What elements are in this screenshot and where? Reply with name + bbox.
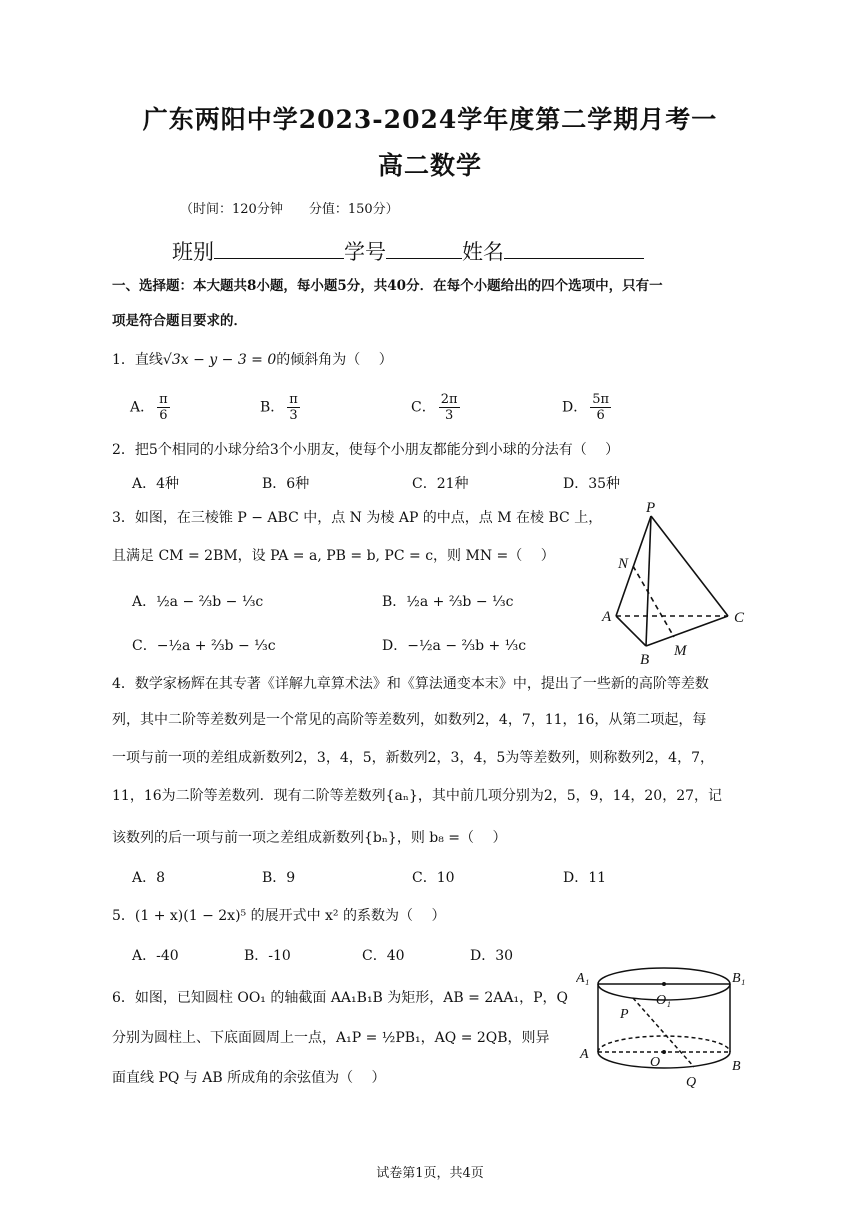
q5-option-a[interactable]: A．-40	[132, 948, 179, 964]
question-4-line3: 一项与前一项的差组成新数列2，3，4，5，新数列2，3，4，5为等差数列，则称数列2，4，7，	[112, 750, 714, 766]
frac-den: 3	[289, 408, 298, 423]
section-heading-line2: 项是符合题目要求的．	[112, 313, 247, 329]
tetrahedron-figure	[596, 498, 756, 670]
label-P: P	[646, 500, 656, 516]
number-blank[interactable]	[386, 238, 462, 259]
q2-option-d[interactable]: D．35种	[563, 476, 621, 492]
frac-den: 6	[596, 408, 605, 423]
student-info-fields	[172, 236, 644, 266]
label-C: C	[734, 610, 745, 626]
label-O1: O₁	[656, 993, 671, 1008]
question-1	[112, 350, 393, 370]
label-A: A	[580, 1047, 589, 1062]
question-3-line1: 3．如图，在三棱锥 P − ABC 中，点 N 为棱 AP 的中点，点 M 在棱 BC 上，	[112, 510, 603, 526]
question-4-line1: 4．数学家杨辉在其专著《详解九章算术法》和《算法通变本末》中，提出了一些新的高阶等差数	[112, 676, 709, 692]
question-6-line2: 分别为圆柱上、下底面圆周上一点，A₁P = ½PB₁，AQ = 2QB，则异	[112, 1030, 550, 1046]
class-label: 班别	[172, 240, 214, 264]
class-blank[interactable]	[214, 238, 344, 259]
question-5: 5．(1 + x)(1 − 2x)⁵ 的展开式中 x² 的系数为（ ）	[112, 908, 446, 924]
number-label: 学号	[344, 240, 386, 264]
q5-option-c[interactable]: C．40	[362, 948, 405, 964]
q1-prefix: 1．直线	[112, 352, 163, 368]
label-Q: Q	[686, 1075, 697, 1090]
frac-num: 2π	[440, 392, 458, 407]
page-footer: 试卷第1页，共4页	[376, 1166, 484, 1181]
q1-equation: √3x − y − 3 = 0	[162, 352, 277, 368]
label-B: B	[640, 652, 650, 668]
question-4-line2: 列，其中二阶等差数列是一个常见的高阶等差数列，如数列2，4，7，11，16，从第二项起，每	[112, 712, 707, 728]
exam-info: （时间：120分钟 分值：150分）	[180, 202, 399, 217]
name-label: 姓名	[462, 240, 504, 264]
option-label: A．	[130, 399, 155, 416]
q1-option-c[interactable]	[411, 392, 463, 423]
section-heading-line1: 一、选择题：本大题共8小题，每小题5分，共40分．在每个小题给出的四个选项中，只有一	[112, 278, 663, 294]
label-M: M	[674, 643, 687, 659]
label-A1: A₁	[576, 971, 590, 986]
q3-option-b[interactable]: B．½a + ⅔b − ⅓c	[382, 594, 514, 610]
frac-num: 5π	[592, 392, 610, 407]
exam-subtitle: 高二数学	[377, 151, 482, 180]
q4-option-a[interactable]: A．8	[132, 870, 166, 886]
option-label: D．	[562, 399, 588, 416]
q2-option-a[interactable]: A．4种	[132, 476, 180, 492]
label-A: A	[602, 609, 612, 625]
q2-option-b[interactable]: B．6种	[262, 476, 310, 492]
label-O: O	[650, 1055, 661, 1070]
question-6-line1: 6．如图，已知圆柱 OO₁ 的轴截面 AA₁B₁B 为矩形，AB = 2AA₁，P，Q	[112, 990, 568, 1006]
q5-option-b[interactable]: B．-10	[244, 948, 291, 964]
q3-option-c[interactable]: C．−½a + ⅔b − ⅓c	[132, 638, 276, 654]
q1-option-b[interactable]	[260, 392, 303, 423]
label-B: B	[732, 1059, 741, 1074]
q2-option-c[interactable]: C．21种	[412, 476, 469, 492]
frac-den: 3	[444, 408, 454, 423]
question-4-line4: 11，16为二阶等差数列．现有二阶等差数列{aₙ}，其中前几项分别为2，5，9，14，20，27，记	[112, 788, 723, 804]
q1-option-d[interactable]	[562, 392, 614, 423]
question-3-line2: 且满足 CM = 2BM，设 PA = a, PB = b, PC = c，则 MN =（ ）	[112, 548, 555, 564]
label-B1: B₁	[732, 971, 746, 986]
exam-title: 广东两阳中学2023-2024学年度第二学期月考一	[142, 105, 718, 134]
q1-suffix: 的倾斜角为（ ）	[276, 352, 393, 368]
option-label: C．	[411, 399, 436, 416]
frac-num: π	[289, 392, 298, 407]
q1-option-a[interactable]	[130, 392, 173, 423]
question-2: 2．把5个相同的小球分给3个小朋友，使每个小朋友都能分到小球的分法有（ ）	[112, 442, 620, 458]
q3-option-a[interactable]: A．½a − ⅔b − ⅓c	[132, 594, 264, 610]
q4-option-d[interactable]: D．11	[563, 870, 607, 886]
frac-den: 6	[159, 408, 168, 423]
label-P: P	[620, 1007, 629, 1022]
label-N: N	[618, 556, 629, 572]
frac-num: π	[159, 392, 168, 407]
option-label: B．	[260, 399, 285, 416]
q4-option-b[interactable]: B．9	[262, 870, 296, 886]
q4-option-c[interactable]: C．10	[412, 870, 455, 886]
q3-option-d[interactable]: D．−½a − ⅔b + ⅓c	[382, 638, 527, 654]
question-4-line5: 该数列的后一项与前一项之差组成新数列{bₙ}，则 b₈ =（ ）	[112, 830, 507, 846]
cylinder-figure	[576, 966, 756, 1096]
question-6-line3: 面直线 PQ 与 AB 所成角的余弦值为（ ）	[112, 1070, 386, 1086]
q5-option-d[interactable]: D．30	[470, 948, 514, 964]
name-blank[interactable]	[504, 238, 644, 259]
